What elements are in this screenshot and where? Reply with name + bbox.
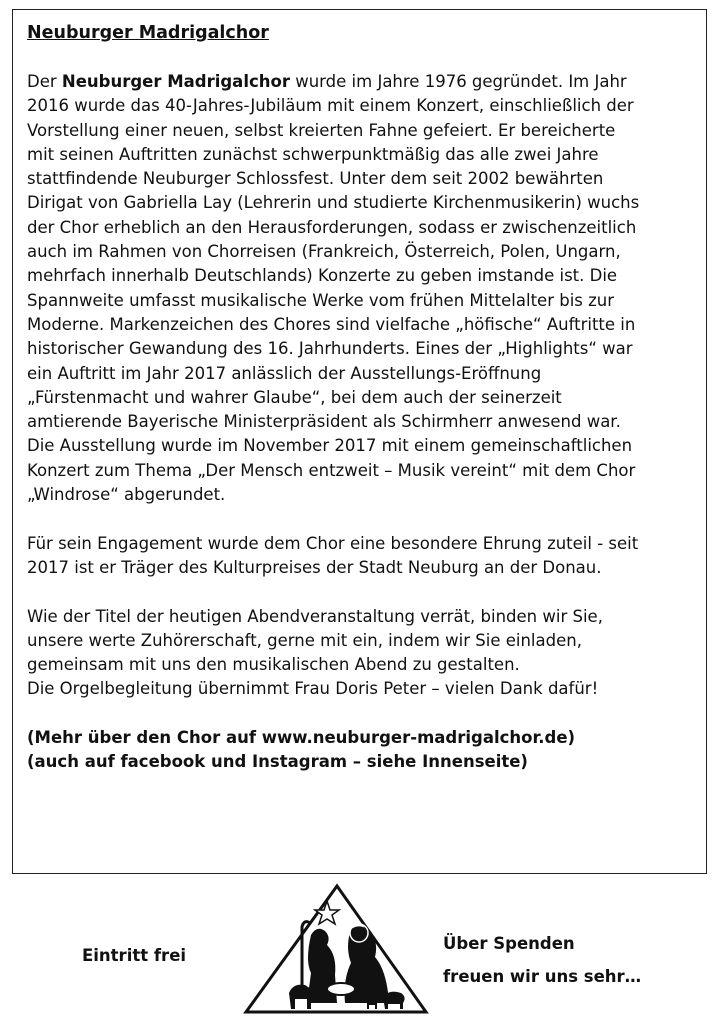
paragraph-line: unsere werte Zuhörerschaft, gerne mit ein, indem wir Sie einladen, — [27, 630, 582, 650]
star-icon — [315, 901, 339, 924]
text-run: Der — [27, 72, 62, 91]
paragraph-line: stattfindende Neuburger Schlossfest. Unter dem seit 2002 bewährten — [27, 169, 604, 189]
paragraph-line: mehrfach innerhalb Deutschlands) Konzerte zu geben imstande ist. Die — [27, 266, 618, 286]
paragraph-line: auch im Rahmen von Chorreisen (Frankreich, Österreich, Polen, Ungarn, — [27, 242, 621, 262]
paragraph-line: mit seinen Auftritten zunächst schwerpunktmäßig das alle zwei Jahre — [27, 144, 599, 164]
paragraph-line: der Chor erheblich an den Herausforderungen, sodass er zwischenzeitlich — [27, 217, 637, 237]
paragraph-line: ein Auftritt im Jahr 2017 anlässlich der Ausstellungs-Eröffnung — [27, 363, 542, 383]
lamb-icon — [367, 998, 377, 1009]
paragraph-line: Vorstellung einer neuen, selbst kreierten Fahne gefeiert. Er bereicherte — [27, 120, 616, 140]
donation-line-2: freuen wir uns sehr… — [443, 967, 642, 986]
social-media-note: (auch auf facebook und Instagram – siehe Innenseite) — [27, 752, 528, 772]
paragraph-line: Die Ausstellung wurde im November 2017 mit einem gemeinschaftlichen — [27, 436, 633, 456]
paragraph-line: Konzert zum Thema „Der Mensch entzweit – Musik vereint“ mit dem Chor — [27, 460, 636, 480]
donation-note — [443, 927, 641, 993]
paragraph-line — [27, 70, 692, 94]
paragraph-line: Moderne. Markenzeichen des Chores sind vielfache „höfische“ Auftritte in — [27, 314, 636, 334]
free-entry-label: Eintritt frei — [82, 946, 187, 965]
paragraph-line: „Windrose“ abgerundet. — [27, 485, 226, 505]
sheep-icon — [383, 992, 405, 1009]
paragraph-line: Spannweite umfasst musikalische Werke vom frühen Mittelalter bis zur — [27, 290, 615, 310]
paragraph-line: Die Orgelbegleitung übernimmt Frau Doris Peter – vielen Dank dafür! — [27, 679, 599, 699]
ox-icon — [289, 985, 311, 1009]
paragraph-history — [27, 70, 692, 507]
paragraph-award — [27, 532, 692, 581]
paragraph-line: gemeinsam mit uns den musikalischen Abend zu gestalten. — [27, 655, 520, 675]
website-link[interactable]: (Mehr über den Chor auf www.neuburger-madrigalchor.de) — [27, 728, 576, 748]
text-run: wurde im Jahre 1976 gegründet. Im Jahr — [289, 72, 627, 91]
paragraph-line: historischer Gewandung des 16. Jahrhunderts. Eines der „Highlights“ war — [27, 339, 633, 359]
donation-line-1: Über Spenden — [443, 934, 575, 953]
paragraph-line: Wie der Titel der heutigen Abendveranstaltung verrät, binden wir Sie, — [27, 606, 603, 626]
info-box — [12, 9, 707, 874]
paragraph-invitation — [27, 605, 692, 702]
page-title: Neuburger Madrigalchor — [27, 23, 269, 43]
choir-name-bold: Neuburger Madrigalchor — [61, 72, 290, 91]
manger-child-icon — [327, 983, 355, 995]
nativity-triangle-logo — [243, 883, 429, 1017]
paragraph-line: Dirigat von Gabriella Lay (Lehrerin und studierte Kirchenmusikerin) wuchs — [27, 193, 640, 213]
paragraph-line: 2016 wurde das 40-Jahres-Jubiläum mit einem Konzert, einschließlich der — [27, 96, 634, 116]
paragraph-line: 2017 ist er Träger des Kulturpreises der Stadt Neuburg an der Donau. — [27, 557, 602, 577]
paragraph-line: „Fürstenmacht und wahrer Glaube“, bei dem auch der seinerzeit — [27, 387, 562, 407]
paragraph-line: amtierende Bayerische Ministerpräsident als Schirmherr anwesend war. — [27, 412, 621, 432]
paragraph-line: Für sein Engagement wurde dem Chor eine besondere Ehrung zuteil - seit — [27, 533, 639, 553]
paragraph-links — [27, 726, 692, 775]
